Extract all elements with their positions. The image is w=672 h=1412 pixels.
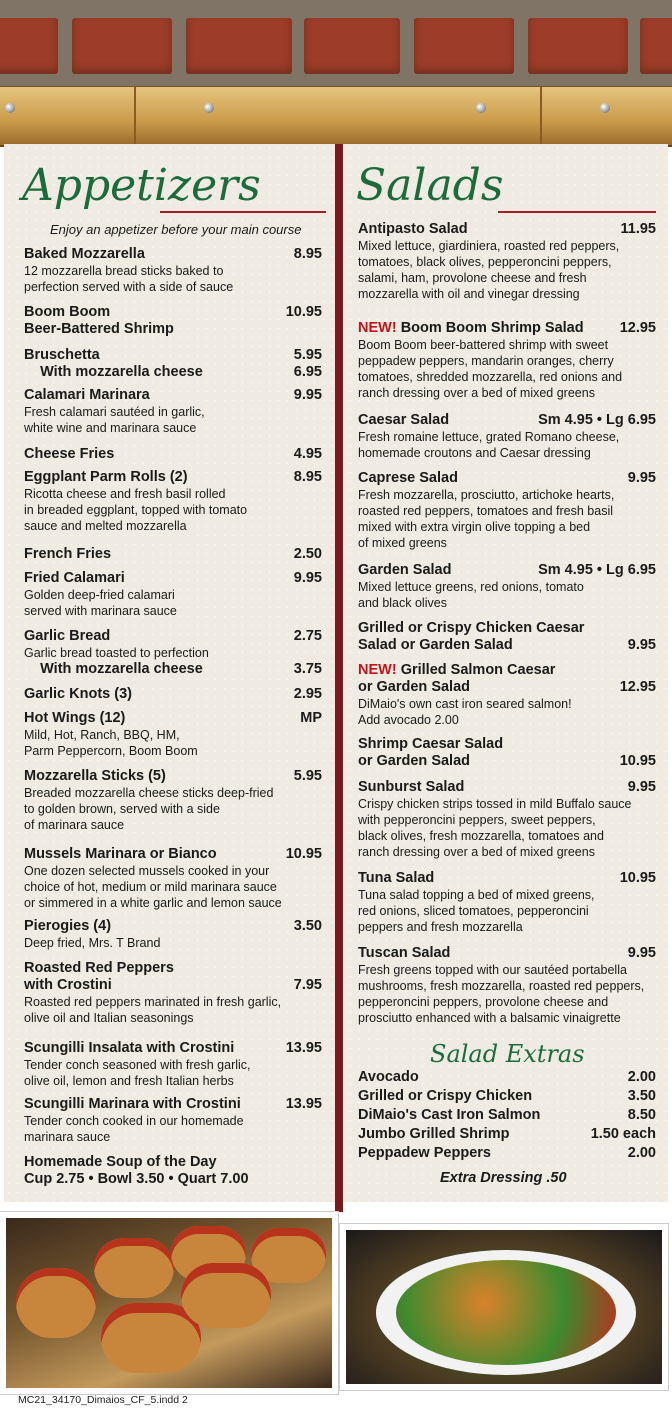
item-name: Roasted Red Peppers with Crostini — [24, 960, 174, 993]
appetizer-item — [24, 246, 322, 295]
salad-item — [358, 221, 656, 302]
item-name: Tuna Salad — [358, 870, 435, 886]
item-price: 5.95 — [293, 768, 322, 784]
item-price: 10.95 — [619, 753, 656, 769]
appetizer-item — [24, 686, 322, 703]
wood-beam — [0, 86, 672, 147]
appetizer-item — [24, 1154, 322, 1188]
appetizer-item — [24, 347, 322, 381]
item-description: Ricotta cheese and fresh basil rolled in breaded eggplant, topped with tomato sauce and melted mozzarella — [24, 487, 248, 533]
item-name: Garden Salad — [358, 562, 452, 578]
item-price: 5.95 6.95 — [293, 347, 322, 380]
item-name: Eggplant Parm Rolls (2) — [24, 469, 188, 485]
item-name: Pierogies (4) — [24, 918, 112, 934]
item-price: 9.95 — [627, 470, 656, 486]
salad-item — [358, 870, 656, 935]
appetizer-item — [24, 918, 322, 951]
salads-heading: Salads — [356, 160, 504, 211]
item-price: 10.95 — [285, 304, 322, 320]
item-description: Mild, Hot, Ranch, BBQ, HM, Parm Peppercorn, Boom Boom — [24, 728, 198, 758]
item-price: 2.75 — [293, 628, 322, 644]
item-description: Tender conch seasoned with fresh garlic, olive oil, lemon and fresh Italian herbs — [24, 1058, 251, 1088]
appetizer-item — [24, 446, 322, 463]
item-price: 8.95 — [293, 469, 322, 485]
item-price: Sm 4.95 • Lg 6.95 — [538, 562, 656, 578]
item-price: 2.95 — [293, 686, 322, 702]
item-name: Hot Wings (12) — [24, 710, 126, 726]
item-name: Homemade Soup of the Day Cup 2.75 • Bowl 3.50 • Quart 7.00 — [24, 1154, 249, 1187]
extra-dressing: Extra Dressing .50 — [440, 1170, 567, 1186]
item-name: Bruschetta With mozzarella cheese — [24, 347, 203, 380]
item-name: Scungilli Insalata with Crostini — [24, 1040, 235, 1056]
bruschetta-photo — [0, 1212, 338, 1394]
item-price: 12.95 — [619, 679, 656, 695]
item-name: Grilled or Crispy Chicken Caesar Salad or Garden Salad — [358, 620, 585, 653]
column-divider — [335, 144, 343, 1212]
item-description: Fresh mozzarella, prosciutto, artichoke hearts, roasted red peppers, tomatoes and fresh basil mixed with extra virgin olive topping a bed of mixed greens — [358, 488, 615, 550]
item-name: Mussels Marinara or Bianco — [24, 846, 217, 862]
item-description: Tender conch cooked in our homemade marinara sauce — [24, 1114, 244, 1144]
item-price: 9.95 — [627, 779, 656, 795]
item-name: Caprese Salad — [358, 470, 458, 486]
salad-item — [358, 320, 656, 401]
item-price: 3.75 — [293, 661, 322, 677]
item-price: 7.95 — [293, 977, 322, 993]
salad-item — [358, 736, 656, 770]
item-name: Fried Calamari — [24, 570, 125, 586]
item-price: 2.50 — [293, 546, 322, 562]
extra-item — [358, 1068, 656, 1087]
appetizer-item — [24, 846, 322, 911]
item-description: One dozen selected mussels cooked in your choice of hot, medium or mild marinara sauce or simmered in a white garlic and lemon sauce — [24, 864, 282, 910]
item-description: DiMaio's own cast iron seared salmon! Add avocado 2.00 — [358, 697, 572, 727]
salad-item — [358, 662, 656, 728]
item-price: 9.95 — [293, 570, 322, 586]
salad-extras-heading: Salad Extras — [430, 1040, 585, 1068]
item-name: Antipasto Salad — [358, 221, 468, 237]
item-name: Tuscan Salad — [358, 945, 451, 961]
extra-item — [358, 1144, 656, 1163]
item-name: Garlic Knots (3) — [24, 686, 132, 702]
brick-wall-header — [0, 0, 672, 92]
new-badge: NEW! — [358, 320, 397, 336]
item-price: 12.95 — [619, 320, 656, 336]
extra-name: Grilled or Crispy Chicken — [358, 1088, 533, 1104]
item-name: French Fries — [24, 546, 112, 562]
item-description: Tuna salad topping a bed of mixed greens, red onions, sliced tomatoes, pepperoncini peppers and fresh mozzarella — [358, 888, 595, 934]
item-description: Boom Boom beer-battered shrimp with sweet peppadew peppers, mandarin oranges, cherry tomatoes, shredded mozzarella, red onions and ranch dressing over a bed of mixed greens — [358, 338, 623, 400]
item-name-text: Grilled Salmon Caesar or Garden Salad — [358, 662, 556, 695]
item-price: 8.95 — [293, 246, 322, 262]
appetizer-item — [24, 304, 322, 338]
extra-name: Jumbo Grilled Shrimp — [358, 1126, 510, 1142]
item-price: 13.95 — [285, 1096, 322, 1112]
extra-price: 1.50 each — [590, 1126, 656, 1142]
item-name-text: Boom Boom Shrimp Salad — [396, 320, 584, 336]
salads-rule — [498, 211, 656, 213]
item-name: Calamari Marinara — [24, 387, 150, 403]
extra-price: 2.00 — [627, 1069, 656, 1085]
item-name: Caesar Salad — [358, 412, 450, 428]
appetizer-item — [24, 661, 322, 678]
item-price: Sm 4.95 • Lg 6.95 — [538, 412, 656, 428]
extra-name: Peppadew Peppers — [358, 1145, 491, 1161]
appetizer-item — [24, 1040, 322, 1089]
item-price: 9.95 — [293, 387, 322, 403]
item-name — [358, 320, 656, 337]
item-description: Mixed lettuce, giardiniera, roasted red peppers, tomatoes, black olives, pepperoncini peppers, salami, ham, provolone cheese and fresh mozzarella with oil and vinegar dressing — [358, 239, 620, 301]
file-footer: MC21_34170_Dimaios_CF_5.indd 2 — [18, 1394, 188, 1406]
item-price: 13.95 — [285, 1040, 322, 1056]
item-price: 9.95 — [627, 637, 656, 653]
appetizers-tagline: Enjoy an appetizer before your main course — [50, 222, 302, 237]
extra-price: 2.00 — [627, 1145, 656, 1161]
appetizer-item — [24, 546, 322, 563]
salad-item — [358, 412, 656, 461]
appetizer-item — [24, 469, 322, 534]
extra-name: Avocado — [358, 1069, 419, 1085]
item-description: Mixed lettuce greens, red onions, tomato and black olives — [358, 580, 584, 610]
item-description: Golden deep-fried calamari served with marinara sauce — [24, 588, 177, 618]
appetizers-rule — [160, 211, 326, 213]
new-badge: NEW! — [358, 662, 397, 678]
item-name: Sunburst Salad — [358, 779, 465, 795]
item-price: 4.95 — [293, 446, 322, 462]
item-description: Breaded mozzarella cheese sticks deep-fried to golden brown, served with a side of marinara sauce — [24, 786, 274, 832]
appetizer-item — [24, 710, 322, 759]
salad-item — [358, 620, 656, 654]
appetizer-item — [24, 1096, 322, 1145]
extra-item — [358, 1087, 656, 1106]
item-description: Crispy chicken strips tossed in mild Buffalo sauce with pepperoncini peppers, sweet peppers, black olives, fresh mozzarella, tomatoes and ranch dressing over a bed of mixed greens — [358, 797, 632, 859]
item-description: Fresh romaine lettuce, grated Romano cheese, homemade croutons and Caesar dressing — [358, 430, 620, 460]
salad-item — [358, 562, 656, 611]
appetizers-heading: Appetizers — [22, 160, 261, 211]
appetizer-item — [24, 768, 322, 833]
salad-item — [358, 945, 656, 1026]
item-price: 10.95 — [619, 870, 656, 886]
item-name — [358, 662, 656, 696]
item-description: Deep fried, Mrs. T Brand — [24, 936, 161, 950]
salad-photo — [340, 1224, 668, 1390]
item-name: Cheese Fries — [24, 446, 115, 462]
appetizer-item — [24, 387, 322, 436]
extra-item — [358, 1106, 656, 1125]
salad-item — [358, 779, 656, 860]
appetizer-item — [24, 570, 322, 619]
item-price: MP — [300, 710, 322, 726]
item-price: 11.95 — [620, 221, 656, 237]
appetizer-item — [24, 960, 322, 1026]
item-description: Roasted red peppers marinated in fresh garlic, olive oil and Italian seasonings — [24, 995, 282, 1025]
item-name: Garlic Bread — [24, 628, 111, 644]
extra-price: 8.50 — [627, 1107, 656, 1123]
salad-item — [358, 470, 656, 551]
item-description: 12 mozzarella bread sticks baked to perfection served with a side of sauce — [24, 264, 234, 294]
item-name: With mozzarella cheese — [24, 661, 203, 677]
item-price: 3.50 — [293, 918, 322, 934]
extra-item — [358, 1125, 656, 1144]
item-name: Baked Mozzarella — [24, 246, 145, 262]
extra-price: 3.50 — [627, 1088, 656, 1104]
item-name: Shrimp Caesar Salad or Garden Salad — [358, 736, 504, 769]
item-name: Boom Boom Beer-Battered Shrimp — [24, 304, 174, 337]
item-description: Garlic bread toasted to perfection — [24, 646, 209, 660]
item-description: Fresh greens topped with our sautéed portabella mushrooms, fresh mozzarella, roasted red peppers, pepperoncini peppers, provolone cheese and prosciutto enhanced with a balsamic vinaigrette — [358, 963, 645, 1025]
item-price: 10.95 — [285, 846, 322, 862]
item-price: 9.95 — [627, 945, 656, 961]
item-name: Scungilli Marinara with Crostini — [24, 1096, 241, 1112]
extra-name: DiMaio's Cast Iron Salmon — [358, 1107, 541, 1123]
item-name: Mozzarella Sticks (5) — [24, 768, 166, 784]
appetizer-item — [24, 628, 322, 661]
item-description: Fresh calamari sautéed in garlic, white wine and marinara sauce — [24, 405, 205, 435]
